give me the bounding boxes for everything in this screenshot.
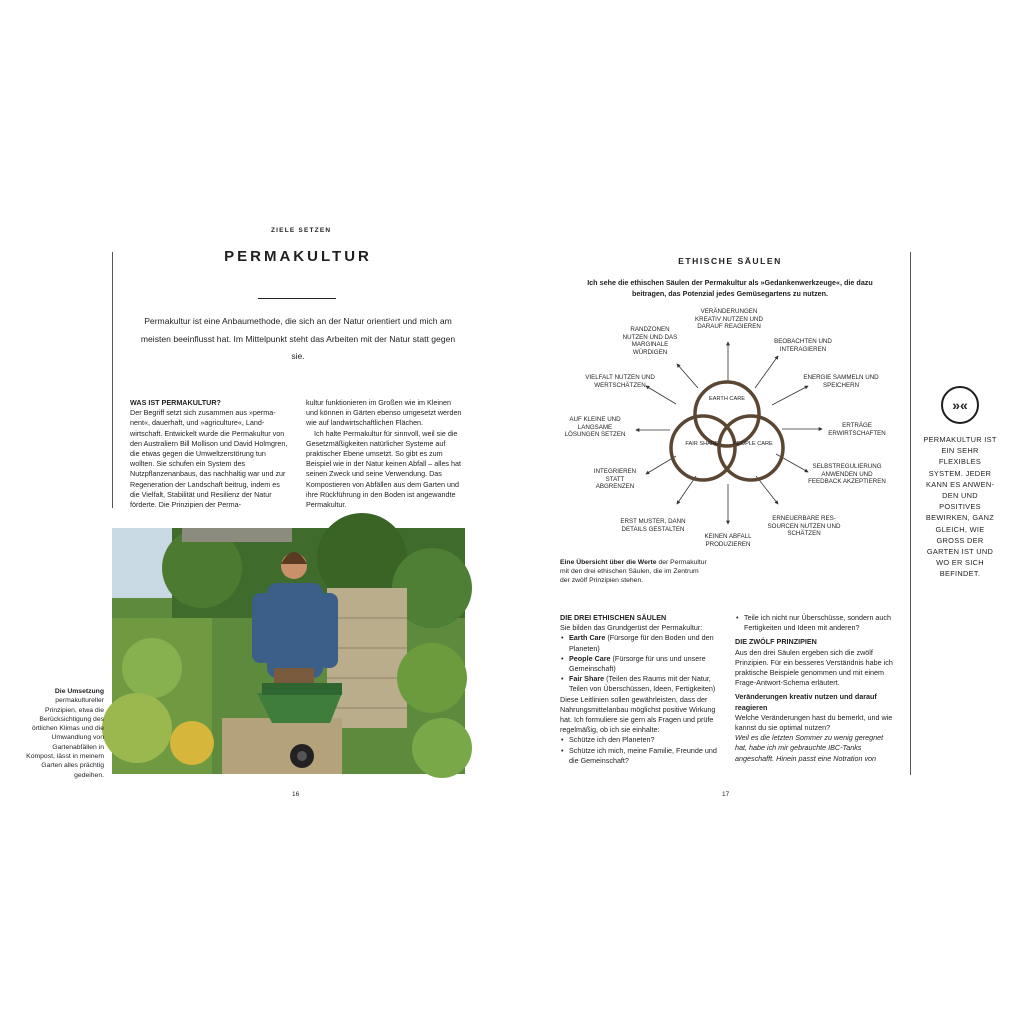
section-intro: Ich sehe die ethischen Säulen der Permakultur als »Gedankenwerkzeuge«, die dazu beitragen, das Potenzial jedes Gemüsegartens zu nutzen. — [587, 278, 873, 298]
question-list-continued — [735, 613, 895, 633]
left-column-1 — [130, 398, 288, 510]
principle-label: KEINEN ABFALL PRODUZIEREN — [704, 533, 752, 548]
right-column-2 — [735, 613, 895, 763]
principle-label: AUF KLEINE UND LANGSAME LÖSUNGEN SETZEN — [564, 416, 626, 439]
caption-bold: Die Umsetzung — [54, 688, 104, 695]
pillar-list — [560, 633, 718, 694]
section-heading: DIE ZWÖLF PRINZIPIEN — [735, 637, 817, 647]
fair-share-circle — [671, 416, 735, 480]
page-number-right: 17 — [722, 791, 730, 798]
intro-text: Permakultur ist eine Anbaumethode, die sich an der Natur orientiert und mich am meisten beeinflusst hat. Im Mittelpunkt steht das Arbeiten mit der Natur statt gegen sie. — [140, 316, 456, 361]
principle-label: VERÄNDERUNGEN KREATIV NUTZEN UND DARAUF REAGIEREN — [695, 308, 763, 331]
section-heading: WAS IST PERMAKULTUR? — [130, 398, 221, 407]
body-text: kultur funktionieren im Großen wie im Kleinen und können in Gärten ebenso umgesetzt werden wie auf landwirtschaftlichen Flächen. — [306, 398, 462, 428]
list-item — [569, 674, 718, 694]
list-item-term: People Care — [569, 653, 611, 663]
list-item: • Schütze ich den Planeten? — [569, 735, 718, 745]
caption-bold: Eine Übersicht über die Werte — [560, 559, 657, 566]
list-item — [569, 654, 718, 674]
arrow-line — [755, 356, 778, 388]
right-vertical-rule — [910, 252, 911, 775]
principle-label: VIELFALT NUTZEN UND WERTSCHÄTZEN — [585, 374, 655, 389]
section-title: ETHISCHE SÄULEN — [678, 256, 782, 266]
body-text: Sie bilden das Grundgerüst der Permakultur: — [560, 623, 703, 633]
pillar-label: EARTH CARE — [709, 396, 745, 402]
pillar-label: FAIR SHARE — [685, 441, 719, 447]
arrow-line — [677, 364, 698, 388]
body-text: Diese Leitlinien sollen gewährleisten, dass der Nahrungsmittelanbau möglichst positive Wirkung hat. Ich formuliere sie gern als Fragen und prüfe regelmäßig, ob ich sie einhalte: — [560, 694, 716, 735]
principle-label: SELBSTREGULIERUNG ANWENDEN UND FEEDBACK AKZEPTIEREN — [808, 463, 886, 486]
body-text: Aus den drei Säulen ergeben sich die zwölf Prinzipien. Für ein besseres Verständnis habe ich praktische Beispiele genommen und mit einem Frage-Antwort-Schema erläutert. — [735, 647, 893, 688]
page-number-left: 16 — [292, 791, 300, 798]
photo-caption — [22, 687, 104, 780]
caption-text: der Permakultur mit den drei ethischen Säulen, die im Zentrum der zwölf Prinzipien stehen. — [560, 559, 707, 585]
running-head: ZIELE SETZEN — [271, 227, 332, 234]
subheading: Veränderungen kreativ nutzen und darauf reagieren — [735, 692, 877, 712]
body-text: Der Begriff setzt sich zusammen aus »permanent«, dauerhaft, und »agriculture«, Landwirtschaft. Entwickelt wurde die Permakultur von den Australiern Bill Mollison und David Holmgren, die etwas gegen die Umweltzerstörung tun wollten. Sie schufen ein System des Nutzpflanzenanbaus, das nachhaltig war und zur Regeneration der Landschaft beitrug, indem es die Vielfalt, Stabilität und Resilienz der Natur förderte. Die Prinzipien der Perma- — [130, 408, 288, 510]
body-text: Welche Veränderungen hast du bemerkt, und wie kannst du sie optimal nutzen? — [735, 712, 893, 733]
title-underline — [258, 298, 336, 299]
diagram-caption — [560, 558, 710, 586]
body-text-italic: Weil es die letzten Sommer zu wenig geregnet hat, habe ich mir gebrauchte IBC-Tanks angeschafft. Hinein passt eine Notration von — [735, 733, 884, 763]
section-heading: DIE DREI ETHISCHEN SÄULEN — [560, 613, 667, 622]
caption-text: permakultureller Prinzipien, etwa die Berücksichtigung des örtlichen Klimas und die Umwandlung von Gartenabfällen in Kompost, lässt in meinem Garten alles prächtig gedeihen. — [26, 697, 104, 779]
sidebar-quote: PERMAKULTUR IST EIN SEHR FLEXIBLES SYSTEM. JEDER KANN ES ANWENDEN UND POSITIVES BEWIRKEN, GANZ GLEICH, WIE GROSS DER GARTEN IST UND WO ER SICH BEFINDET. — [923, 435, 997, 579]
pillar-label: PEOPLE CARE — [733, 441, 773, 447]
principle-label: INTEGRIEREN STATT ABGRENZEN — [593, 468, 637, 491]
list-item-desc: (Teilen des Raums mit der Natur, Teilen von Überschüssen, Ideen, Fertigkeiten) — [569, 674, 716, 694]
principle-label: RANDZONEN NUTZEN UND DAS MARGINALE WÜRDIGEN — [622, 326, 678, 356]
principle-label: ERTRÄGE ERWIRTSCHAFTEN — [828, 422, 886, 437]
list-item-term: Fair Share — [569, 674, 605, 684]
left-vertical-rule — [112, 252, 113, 508]
page-title: PERMAKULTUR — [224, 248, 372, 265]
list-item: • Schütze ich mich, meine Familie, Freunde und die Gemeinschaft? — [569, 746, 718, 766]
principle-label: ERNEUERBARE RESSOURCEN NUTZEN UND SCHÄTZEN — [767, 515, 841, 538]
people-care-circle — [719, 416, 783, 480]
list-item: • Teile ich nicht nur Überschüsse, sondern auch Fertigkeiten und Ideen mit anderen? — [744, 613, 895, 633]
list-item-desc: (Fürsorge für den Boden und den Planeten) — [569, 633, 714, 653]
right-column-1 — [560, 613, 718, 766]
list-item-desc: (Fürsorge für uns und unsere Gemeinschaft) — [569, 653, 706, 674]
body-text: Ich halte Permakultur für sinnvoll, weil sie die Gesetzmäßigkeiten natürlicher Systeme auf praktischer Ebene umsetzt. So gibt es zum Beispiel wie in der Natur keinen Abfall – alles hat seinen Zweck und seine Verwendung. Das Kompostieren von Abfällen aus dem Garten und ihre Rückführung in den Boden ist angewandte Permakultur. — [306, 428, 462, 510]
quote-icon: »« — [941, 386, 979, 424]
principle-label: BEOBACHTEN UND INTERAGIEREN — [774, 338, 832, 353]
list-item — [569, 633, 718, 653]
permaculture-principles-diagram — [560, 300, 900, 555]
principle-label: ERST MUSTER, DANN DETAILS GESTALTEN — [620, 518, 686, 533]
question-list — [560, 735, 718, 766]
earth-care-circle — [695, 382, 759, 446]
principle-label: ENERGIE SAMMELN UND SPEICHERN — [803, 374, 879, 389]
list-item-term: Earth Care — [569, 633, 606, 643]
left-column-2 — [306, 398, 464, 510]
gardener-photo — [112, 528, 465, 774]
